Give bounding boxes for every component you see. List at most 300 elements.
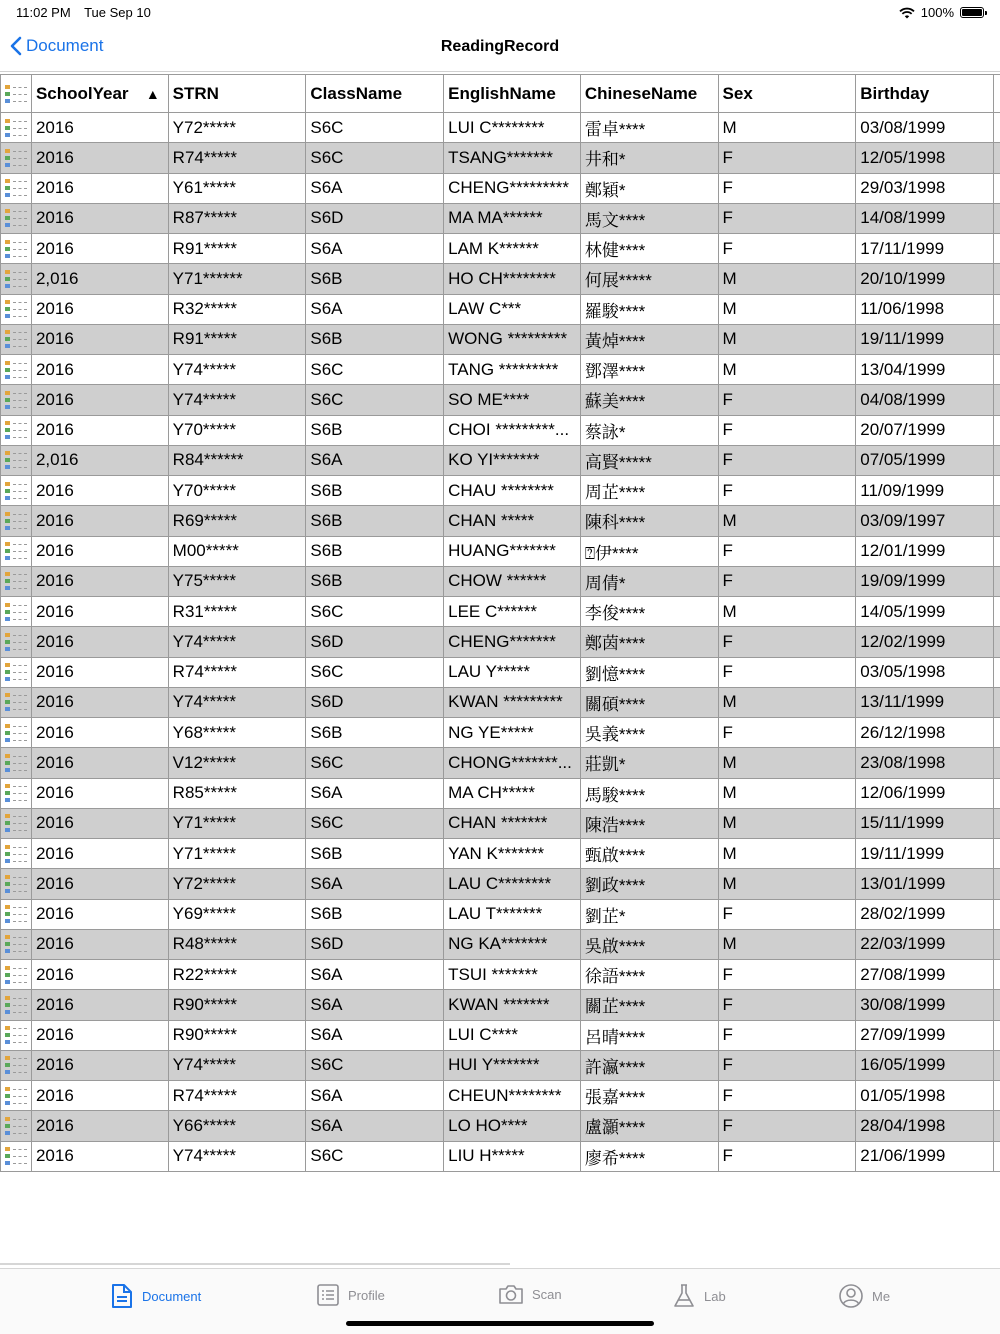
table-row[interactable] — [0, 416, 1000, 446]
cell-chinesename: 吳啟**** — [581, 930, 719, 959]
table-row[interactable] — [0, 748, 1000, 778]
cell-sex: F — [719, 1111, 857, 1140]
table-row[interactable] — [0, 113, 1000, 143]
column-header-englishname[interactable]: EnglishName — [444, 75, 581, 112]
row-detail-icon — [5, 481, 27, 501]
cell-sex: F — [719, 567, 857, 596]
table-row[interactable] — [0, 446, 1000, 476]
cell-strn: Y71***** — [169, 809, 307, 838]
cell-sex: M — [719, 355, 857, 384]
cell-chinesename: 馬駿**** — [581, 779, 719, 808]
row-icon-cell[interactable] — [0, 204, 32, 233]
table-row[interactable] — [0, 355, 1000, 385]
row-detail-icon — [5, 753, 27, 773]
cell-strn: R48***** — [169, 930, 307, 959]
row-icon-cell[interactable] — [0, 1142, 32, 1171]
cell-chinesename: 陳浩**** — [581, 809, 719, 838]
person-icon — [838, 1283, 864, 1309]
cell-chinesename: 許瀛**** — [581, 1051, 719, 1080]
cell-schoolyear: 2,016 — [32, 264, 169, 293]
cell-schoolyear: 2016 — [32, 1142, 169, 1171]
row-icon-cell[interactable] — [0, 446, 32, 475]
cell-englishname: HO CH******** — [444, 264, 581, 293]
cell-overflow — [994, 234, 1000, 263]
cell-birthday: 03/05/1998 — [856, 658, 994, 687]
cell-sex: F — [719, 537, 857, 566]
cell-overflow — [994, 869, 1000, 898]
cell-englishname: YAN K******* — [444, 839, 581, 868]
cell-sex: F — [719, 204, 857, 233]
row-detail-icon — [5, 148, 27, 168]
tab-scan[interactable] — [498, 1283, 562, 1305]
cell-schoolyear: 2016 — [32, 143, 169, 172]
cell-chinesename: ⍰伊**** — [581, 537, 719, 566]
row-detail-icon — [5, 723, 27, 743]
cell-englishname: LUI C******** — [444, 113, 581, 142]
cell-sex: M — [719, 506, 857, 535]
cell-classname: S6B — [306, 537, 444, 566]
cell-classname: S6A — [306, 446, 444, 475]
cell-schoolyear: 2016 — [32, 537, 169, 566]
table-row[interactable] — [0, 1142, 1000, 1172]
table-header-row — [0, 74, 1000, 113]
row-icon-cell[interactable] — [0, 234, 32, 263]
cell-birthday: 14/08/1999 — [856, 204, 994, 233]
tab-me[interactable] — [838, 1283, 890, 1309]
cell-schoolyear: 2016 — [32, 1021, 169, 1050]
cell-classname: S6C — [306, 597, 444, 626]
cell-birthday: 11/06/1998 — [856, 295, 994, 324]
row-icon-cell[interactable] — [0, 658, 32, 687]
cell-chinesename: 井和* — [581, 143, 719, 172]
cell-strn: Y75***** — [169, 567, 307, 596]
cell-strn: Y70***** — [169, 416, 307, 445]
cell-classname: S6A — [306, 174, 444, 203]
table-row[interactable] — [0, 325, 1000, 355]
cell-sex: F — [719, 174, 857, 203]
cell-schoolyear: 2016 — [32, 990, 169, 1019]
row-detail-icon — [5, 329, 27, 349]
cell-birthday: 19/11/1999 — [856, 325, 994, 354]
cell-englishname: CHAN ***** — [444, 506, 581, 535]
cell-birthday: 27/09/1999 — [856, 1021, 994, 1050]
row-icon-cell[interactable] — [0, 113, 32, 142]
row-detail-icon — [5, 118, 27, 138]
row-detail-icon — [5, 511, 27, 531]
cell-schoolyear: 2016 — [32, 930, 169, 959]
row-icon-cell[interactable] — [0, 688, 32, 717]
cell-schoolyear: 2016 — [32, 204, 169, 233]
row-detail-icon — [5, 813, 27, 833]
cell-strn: R90***** — [169, 1021, 307, 1050]
cell-englishname: LAU C******** — [444, 869, 581, 898]
row-icon-cell[interactable] — [0, 385, 32, 414]
cell-birthday: 12/01/1999 — [856, 537, 994, 566]
battery-percent: 100% — [920, 5, 954, 20]
row-icon-cell[interactable] — [0, 718, 32, 747]
cell-chinesename: 甄啟**** — [581, 839, 719, 868]
cell-strn: Y74***** — [169, 1051, 307, 1080]
horizontal-scroll-indicator[interactable] — [0, 1263, 510, 1265]
cell-chinesename: 蔡詠* — [581, 416, 719, 445]
cell-englishname: LUI C**** — [444, 1021, 581, 1050]
column-header-sex[interactable]: Sex — [719, 75, 857, 112]
column-header-chinesename[interactable]: ChineseName — [581, 75, 719, 112]
cell-classname: S6A — [306, 295, 444, 324]
row-detail-icon — [5, 178, 27, 198]
cell-overflow — [994, 809, 1000, 838]
cell-birthday: 12/05/1998 — [856, 143, 994, 172]
tab-document[interactable] — [110, 1283, 201, 1309]
cell-chinesename: 李俊**** — [581, 597, 719, 626]
cell-classname: S6B — [306, 325, 444, 354]
cell-chinesename: 雷卓**** — [581, 113, 719, 142]
cell-sex: F — [719, 1142, 857, 1171]
cell-classname: S6B — [306, 718, 444, 747]
table-row[interactable] — [0, 1111, 1000, 1141]
cell-chinesename: 廖希**** — [581, 1142, 719, 1171]
cell-schoolyear: 2016 — [32, 960, 169, 989]
cell-classname: S6A — [306, 234, 444, 263]
table-row[interactable] — [0, 900, 1000, 930]
table-row[interactable] — [0, 264, 1000, 294]
cell-classname: S6A — [306, 960, 444, 989]
home-indicator — [346, 1321, 654, 1326]
cell-chinesename: 劉政**** — [581, 869, 719, 898]
row-detail-icon — [5, 1025, 27, 1045]
cell-strn: Y70***** — [169, 476, 307, 505]
row-icon-cell[interactable] — [0, 355, 32, 384]
row-detail-icon — [5, 844, 27, 864]
cell-sex: M — [719, 325, 857, 354]
table-row[interactable] — [0, 567, 1000, 597]
cell-englishname: KO YI******* — [444, 446, 581, 475]
cell-chinesename: 林健**** — [581, 234, 719, 263]
cell-overflow — [994, 688, 1000, 717]
profile-list-icon — [316, 1283, 340, 1307]
status-time-date — [16, 5, 161, 20]
row-icon-cell[interactable] — [0, 779, 32, 808]
row-detail-icon — [5, 995, 27, 1015]
grid-menu-icon[interactable] — [5, 84, 27, 104]
cell-englishname: HUANG******* — [444, 537, 581, 566]
cell-sex: M — [719, 779, 857, 808]
cell-strn: Y74***** — [169, 355, 307, 384]
row-icon-cell[interactable] — [0, 506, 32, 535]
cell-birthday: 16/05/1999 — [856, 1051, 994, 1080]
cell-birthday: 03/09/1997 — [856, 506, 994, 535]
cell-schoolyear: 2016 — [32, 1081, 169, 1110]
cell-birthday: 27/08/1999 — [856, 960, 994, 989]
table-row[interactable] — [0, 627, 1000, 657]
row-detail-icon — [5, 420, 27, 440]
cell-strn: Y72***** — [169, 113, 307, 142]
cell-schoolyear: 2016 — [32, 900, 169, 929]
table-row[interactable] — [0, 537, 1000, 567]
row-detail-icon — [5, 1055, 27, 1075]
cell-schoolyear: 2016 — [32, 1111, 169, 1140]
table-row[interactable] — [0, 658, 1000, 688]
cell-chinesename: 關碩**** — [581, 688, 719, 717]
cell-schoolyear: 2016 — [32, 1051, 169, 1080]
cell-birthday: 26/12/1998 — [856, 718, 994, 747]
row-icon-cell[interactable] — [0, 295, 32, 324]
table-row[interactable] — [0, 688, 1000, 718]
cell-englishname: CHOI *********... — [444, 416, 581, 445]
tab-label: Me — [872, 1288, 891, 1304]
cell-birthday: 04/08/1999 — [856, 385, 994, 414]
cell-overflow — [994, 446, 1000, 475]
cell-classname: S6B — [306, 839, 444, 868]
cell-chinesename: 莊凱* — [581, 748, 719, 777]
cell-chinesename: 馬文**** — [581, 204, 719, 233]
cell-strn: Y74***** — [169, 688, 307, 717]
cell-schoolyear: 2016 — [32, 476, 169, 505]
table-row[interactable] — [0, 1021, 1000, 1051]
row-icon-cell[interactable] — [0, 1021, 32, 1050]
column-header-birthday[interactable]: Birthday — [856, 75, 994, 112]
cell-overflow — [994, 143, 1000, 172]
row-icon-cell[interactable] — [0, 990, 32, 1019]
table-row[interactable] — [0, 990, 1000, 1020]
cell-classname: S6D — [306, 204, 444, 233]
cell-chinesename: 劉憶**** — [581, 658, 719, 687]
cell-englishname: CHAN ******* — [444, 809, 581, 838]
cell-classname: S6C — [306, 143, 444, 172]
cell-sex: F — [719, 446, 857, 475]
header-icon-cell — [0, 75, 32, 112]
cell-schoolyear: 2016 — [32, 809, 169, 838]
cell-sex: M — [719, 295, 857, 324]
cell-birthday: 13/01/1999 — [856, 869, 994, 898]
cell-strn: M00***** — [169, 537, 307, 566]
cell-overflow — [994, 597, 1000, 626]
cell-chinesename: 陳科**** — [581, 506, 719, 535]
row-detail-icon — [5, 632, 27, 652]
table-row[interactable] — [0, 385, 1000, 415]
cell-birthday: 28/02/1999 — [856, 900, 994, 929]
cell-sex: F — [719, 1021, 857, 1050]
back-button-label: Document — [26, 36, 104, 55]
cell-birthday: 12/02/1999 — [856, 627, 994, 656]
cell-sex: F — [719, 900, 857, 929]
table-row[interactable] — [0, 174, 1000, 204]
table-row[interactable] — [0, 930, 1000, 960]
cell-birthday: 03/08/1999 — [856, 113, 994, 142]
cell-schoolyear: 2016 — [32, 658, 169, 687]
table-row[interactable] — [0, 295, 1000, 325]
cell-classname: S6D — [306, 627, 444, 656]
cell-classname: S6B — [306, 567, 444, 596]
cell-englishname: LAU T******* — [444, 900, 581, 929]
cell-englishname: LEE C****** — [444, 597, 581, 626]
table-row[interactable] — [0, 779, 1000, 809]
cell-englishname: SO ME**** — [444, 385, 581, 414]
cell-schoolyear: 2,016 — [32, 446, 169, 475]
row-icon-cell[interactable] — [0, 567, 32, 596]
row-icon-cell[interactable] — [0, 809, 32, 838]
table-body — [0, 113, 1000, 1172]
cell-schoolyear: 2016 — [32, 355, 169, 384]
cell-chinesename: 盧灝**** — [581, 1111, 719, 1140]
cell-strn: Y74***** — [169, 1142, 307, 1171]
column-header-strn[interactable]: STRN — [169, 75, 307, 112]
column-header-schoolyear[interactable] — [32, 75, 169, 112]
cell-sex: F — [719, 1051, 857, 1080]
cell-chinesename: 鄧澤**** — [581, 355, 719, 384]
table-row[interactable] — [0, 839, 1000, 869]
row-icon-cell[interactable] — [0, 416, 32, 445]
cell-overflow — [994, 204, 1000, 233]
cell-sex: F — [719, 143, 857, 172]
cell-birthday: 29/03/1998 — [856, 174, 994, 203]
row-icon-cell[interactable] — [0, 143, 32, 172]
tab-label: Document — [142, 1288, 202, 1304]
cell-englishname: CHEUN******** — [444, 1081, 581, 1110]
cell-englishname: CHAU ******** — [444, 476, 581, 505]
cell-strn: R32***** — [169, 295, 307, 324]
cell-strn: R84****** — [169, 446, 307, 475]
cell-strn: R91***** — [169, 234, 307, 263]
cell-overflow — [994, 355, 1000, 384]
row-icon-cell[interactable] — [0, 1081, 32, 1110]
cell-strn: R22***** — [169, 960, 307, 989]
cell-overflow — [994, 930, 1000, 959]
cell-strn: R87***** — [169, 204, 307, 233]
table-row[interactable] — [0, 960, 1000, 990]
row-icon-cell[interactable] — [0, 264, 32, 293]
cell-classname: S6B — [306, 416, 444, 445]
tab-profile[interactable] — [316, 1283, 385, 1307]
table-row[interactable] — [0, 1081, 1000, 1111]
cell-strn: Y71****** — [169, 264, 307, 293]
table-row[interactable] — [0, 476, 1000, 506]
cell-chinesename: 關芷**** — [581, 990, 719, 1019]
cell-birthday: 12/06/1999 — [856, 779, 994, 808]
cell-strn: Y69***** — [169, 900, 307, 929]
status-time: 11:02 PM — [16, 5, 71, 20]
document-icon — [110, 1283, 134, 1309]
cell-classname: S6C — [306, 748, 444, 777]
cell-classname: S6C — [306, 1051, 444, 1080]
cell-overflow — [994, 385, 1000, 414]
cell-overflow — [994, 1111, 1000, 1140]
row-detail-icon — [5, 450, 27, 470]
cell-sex: F — [719, 627, 857, 656]
cell-englishname: LAU Y***** — [444, 658, 581, 687]
cell-overflow — [994, 476, 1000, 505]
cell-englishname: MA MA****** — [444, 204, 581, 233]
cell-birthday: 13/11/1999 — [856, 688, 994, 717]
cell-overflow — [994, 748, 1000, 777]
cell-overflow — [994, 658, 1000, 687]
cell-strn: R69***** — [169, 506, 307, 535]
navigation-bar — [0, 24, 1000, 72]
cell-sex: F — [719, 658, 857, 687]
cell-classname: S6C — [306, 658, 444, 687]
cell-classname: S6C — [306, 809, 444, 838]
row-icon-cell[interactable] — [0, 325, 32, 354]
cell-overflow — [994, 718, 1000, 747]
row-detail-icon — [5, 269, 27, 289]
cell-birthday: 21/06/1999 — [856, 1142, 994, 1171]
table-row[interactable] — [0, 869, 1000, 899]
cell-englishname: MA CH***** — [444, 779, 581, 808]
cell-overflow — [994, 416, 1000, 445]
cell-schoolyear: 2016 — [32, 385, 169, 414]
cell-sex: F — [719, 1081, 857, 1110]
cell-schoolyear: 2016 — [32, 295, 169, 324]
cell-overflow — [994, 537, 1000, 566]
row-detail-icon — [5, 1146, 27, 1166]
cell-schoolyear: 2016 — [32, 869, 169, 898]
cell-birthday: 28/04/1998 — [856, 1111, 994, 1140]
cell-birthday: 19/09/1999 — [856, 567, 994, 596]
cell-sex: M — [719, 113, 857, 142]
row-icon-cell[interactable] — [0, 476, 32, 505]
cell-englishname: TSANG******* — [444, 143, 581, 172]
row-detail-icon — [5, 662, 27, 682]
row-icon-cell[interactable] — [0, 960, 32, 989]
row-icon-cell[interactable] — [0, 900, 32, 929]
row-icon-cell[interactable] — [0, 869, 32, 898]
column-header-classname[interactable]: ClassName — [306, 75, 444, 112]
table-row[interactable] — [0, 809, 1000, 839]
tab-label: Lab — [704, 1288, 726, 1304]
table-row[interactable] — [0, 506, 1000, 536]
cell-strn: Y68***** — [169, 718, 307, 747]
row-icon-cell[interactable] — [0, 537, 32, 566]
cell-birthday: 01/05/1998 — [856, 1081, 994, 1110]
cell-sex: F — [719, 416, 857, 445]
cell-chinesename: 鄭茵**** — [581, 627, 719, 656]
cell-schoolyear: 2016 — [32, 174, 169, 203]
row-detail-icon — [5, 783, 27, 803]
cell-birthday: 17/11/1999 — [856, 234, 994, 263]
tab-lab[interactable] — [672, 1283, 726, 1309]
row-icon-cell[interactable] — [0, 627, 32, 656]
table-row[interactable] — [0, 1051, 1000, 1081]
cell-overflow — [994, 113, 1000, 142]
cell-chinesename: 蘇美**** — [581, 385, 719, 414]
table-row[interactable] — [0, 143, 1000, 173]
cell-schoolyear: 2016 — [32, 506, 169, 535]
cell-englishname: LIU H***** — [444, 1142, 581, 1171]
row-icon-cell[interactable] — [0, 1051, 32, 1080]
cell-birthday: 15/11/1999 — [856, 809, 994, 838]
row-icon-cell[interactable] — [0, 174, 32, 203]
cell-classname: S6C — [306, 113, 444, 142]
cell-chinesename: 高賢***** — [581, 446, 719, 475]
tab-label: Profile — [348, 1287, 385, 1303]
table-row[interactable] — [0, 204, 1000, 234]
table-row[interactable] — [0, 234, 1000, 264]
row-detail-icon — [5, 1086, 27, 1106]
table-row[interactable] — [0, 718, 1000, 748]
row-icon-cell[interactable] — [0, 597, 32, 626]
cell-strn: R91***** — [169, 325, 307, 354]
row-icon-cell[interactable] — [0, 839, 32, 868]
cell-schoolyear: 2016 — [32, 779, 169, 808]
cell-sex: M — [719, 930, 857, 959]
cell-classname: S6A — [306, 779, 444, 808]
row-icon-cell[interactable] — [0, 1111, 32, 1140]
row-icon-cell[interactable] — [0, 748, 32, 777]
table-row[interactable] — [0, 597, 1000, 627]
row-icon-cell[interactable] — [0, 930, 32, 959]
cell-overflow — [994, 567, 1000, 596]
reading-record-grid — [0, 74, 1000, 1172]
